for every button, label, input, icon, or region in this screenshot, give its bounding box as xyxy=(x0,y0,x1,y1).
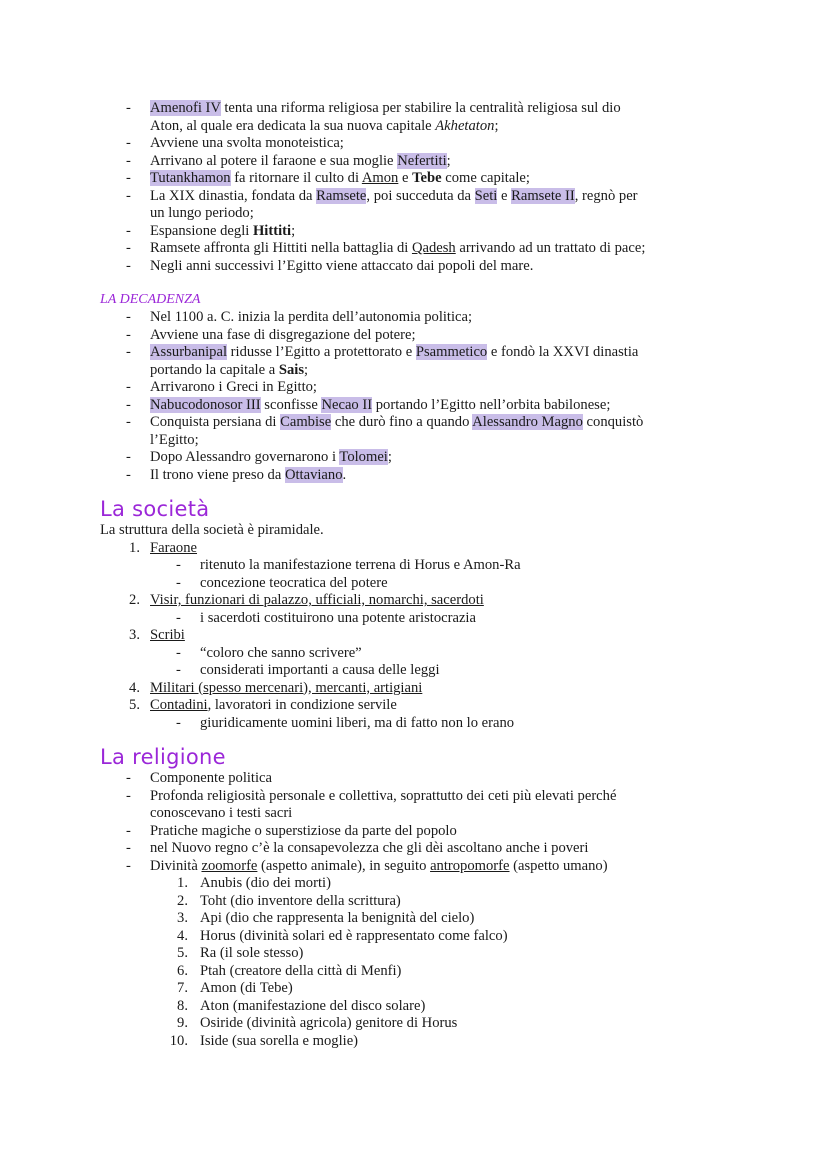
list-item: La XIX dinastia, fondata da Ramsete, poi succeduta da Seti e Ramsete II, regnò per xyxy=(150,187,638,204)
bullet-dash: - xyxy=(126,840,131,856)
list-item: Pratiche magiche o superstiziose da parte del popolo xyxy=(150,822,457,839)
list-item: nel Nuovo regno c’è la consapevolezza che gli dèi ascoltano anche i poveri xyxy=(150,840,589,856)
bullet-dash: - xyxy=(126,222,131,239)
list-item: Dopo Alessandro governarono i Tolomei; xyxy=(150,449,392,465)
bullet-dash: - xyxy=(176,644,181,661)
bullet-dash: - xyxy=(126,187,131,204)
god-list-item: Api (dio che rappresenta la benignità del cielo) xyxy=(200,910,475,926)
god-list-item: Osiride (divinità agricola) genitore di Horus xyxy=(200,1015,458,1031)
list-number: 2. xyxy=(129,592,140,608)
god-list-item: Ptah (creatore della città di Menfi) xyxy=(200,962,402,979)
bullet-dash: - xyxy=(126,466,131,483)
list-number: 9. xyxy=(177,1015,188,1031)
bullet-dash: - xyxy=(126,449,131,465)
list-item-continuation: conoscevano i testi sacri xyxy=(150,805,293,821)
god-list-item: Aton (manifestazione del disco solare) xyxy=(200,997,426,1014)
bullet-dash: - xyxy=(126,822,131,839)
bullet-dash: - xyxy=(176,662,181,678)
sub-list-item: ritenuto la manifestazione terrena di Horus e Amon-Ra xyxy=(200,557,521,573)
sub-list-item: “coloro che sanno scrivere” xyxy=(200,644,362,661)
bullet-dash: - xyxy=(126,135,131,151)
list-item: Nabucodonosor III sconfisse Necao II portando l’Egitto nell’orbita babilonese; xyxy=(150,396,611,413)
list-number: 5. xyxy=(177,945,188,961)
god-list-item: Horus (divinità solari ed è rappresentato come falco) xyxy=(200,927,508,944)
list-item: Il trono viene preso da Ottaviano. xyxy=(150,466,347,483)
bullet-dash: - xyxy=(126,344,131,360)
bullet-dash: - xyxy=(126,257,131,274)
god-list-item: Amon (di Tebe) xyxy=(200,980,293,996)
list-number: 6. xyxy=(177,962,188,979)
list-number: 4. xyxy=(129,679,140,696)
list-item-continuation: un lungo periodo; xyxy=(150,205,254,221)
list-item: Ramsete affronta gli Hittiti nella battaglia di Qadesh arrivando ad un trattato di pace; xyxy=(150,240,646,256)
list-item: Nel 1100 a. C. inizia la perdita dell’autonomia politica; xyxy=(150,309,473,325)
list-item: Arrivano al potere il faraone e sua moglie Nefertiti; xyxy=(150,152,451,169)
list-item: Conquista persiana di Cambise che durò fino a quando Alessandro Magno conquistò xyxy=(150,414,644,430)
list-number: 7. xyxy=(177,980,188,996)
sub-list-item: giuridicamente uomini liberi, ma di fatto non lo erano xyxy=(200,714,515,731)
list-item: Componente politica xyxy=(150,770,272,786)
list-number: 2. xyxy=(177,892,188,909)
bullet-dash: - xyxy=(126,379,131,395)
list-number: 10. xyxy=(169,1032,188,1049)
god-list-item: Iside (sua sorella e moglie) xyxy=(200,1032,359,1049)
bullet-dash: - xyxy=(126,787,131,804)
bullet-dash: - xyxy=(176,557,181,573)
list-item: Divinità zoomorfe (aspetto animale), in seguito antropomorfe (aspetto umano) xyxy=(150,857,608,874)
list-item: Arrivarono i Greci in Egitto; xyxy=(150,379,317,395)
list-item-continuation: portando la capitale a Sais; xyxy=(150,361,309,378)
list-item: Amenofi IV tenta una riforma religiosa per stabilire la centralità religiosa sul dio xyxy=(150,100,621,116)
bullet-dash: - xyxy=(126,770,131,786)
sub-list-item: concezione teocratica del potere xyxy=(200,574,388,591)
section-intro: La struttura della società è piramidale. xyxy=(100,522,324,538)
bullet-dash: - xyxy=(176,714,181,731)
bullet-dash: - xyxy=(126,152,131,169)
sub-list-item: considerati importanti a causa delle leggi xyxy=(200,662,440,678)
bullet-dash: - xyxy=(126,396,131,413)
list-item-continuation: l’Egitto; xyxy=(150,431,199,448)
list-item: Visir, funzionari di palazzo, ufficiali, nomarchi, sacerdoti xyxy=(150,592,484,608)
list-item: Negli anni successivi l’Egitto viene attaccato dai popoli del mare. xyxy=(150,257,534,274)
list-number: 4. xyxy=(177,927,188,944)
list-number: 5. xyxy=(129,697,140,713)
section-subheading: LA DECADENZA xyxy=(100,292,201,307)
bullet-dash: - xyxy=(176,574,181,591)
list-item: Scribi xyxy=(150,627,185,643)
list-number: 1. xyxy=(129,539,140,556)
list-number: 1. xyxy=(177,875,188,891)
list-item: Faraone xyxy=(150,539,198,556)
bullet-dash: - xyxy=(126,170,131,186)
list-item: Assurbanipal ridusse l’Egitto a protettorato e Psammetico e fondò la XXVI dinastia xyxy=(150,344,639,360)
bullet-dash: - xyxy=(126,100,131,116)
section-heading-religione: La religione xyxy=(100,745,226,769)
list-item: Contadini, lavoratori in condizione servile xyxy=(150,697,397,713)
list-number: 3. xyxy=(129,627,140,643)
god-list-item: Ra (il sole stesso) xyxy=(200,945,304,961)
god-list-item: Toht (dio inventore della scrittura) xyxy=(200,892,401,909)
list-item: Espansione degli Hittiti; xyxy=(150,222,296,239)
bullet-dash: - xyxy=(126,857,131,874)
god-list-item: Anubis (dio dei morti) xyxy=(200,875,331,891)
bullet-dash: - xyxy=(126,240,131,256)
list-number: 8. xyxy=(177,997,188,1014)
list-item: Militari (spesso mercenari), mercanti, artigiani xyxy=(150,679,423,696)
list-item: Tutankhamon fa ritornare il culto di Amon e Tebe come capitale; xyxy=(150,170,530,186)
list-item: Profonda religiosità personale e collettiva, soprattutto dei ceti più elevati perché xyxy=(150,787,617,804)
list-item: Avviene una svolta monoteistica; xyxy=(150,135,344,151)
list-item: Avviene una fase di disgregazione del potere; xyxy=(150,326,416,343)
list-number: 3. xyxy=(177,910,188,926)
sub-list-item: i sacerdoti costituirono una potente aristocrazia xyxy=(200,609,476,626)
list-item-continuation: Aton, al quale era dedicata la sua nuova capitale Akhetaton; xyxy=(150,117,499,134)
bullet-dash: - xyxy=(126,414,131,430)
bullet-dash: - xyxy=(126,309,131,325)
section-heading-societa: La società xyxy=(100,497,210,521)
bullet-dash: - xyxy=(176,609,181,626)
bullet-dash: - xyxy=(126,326,131,343)
